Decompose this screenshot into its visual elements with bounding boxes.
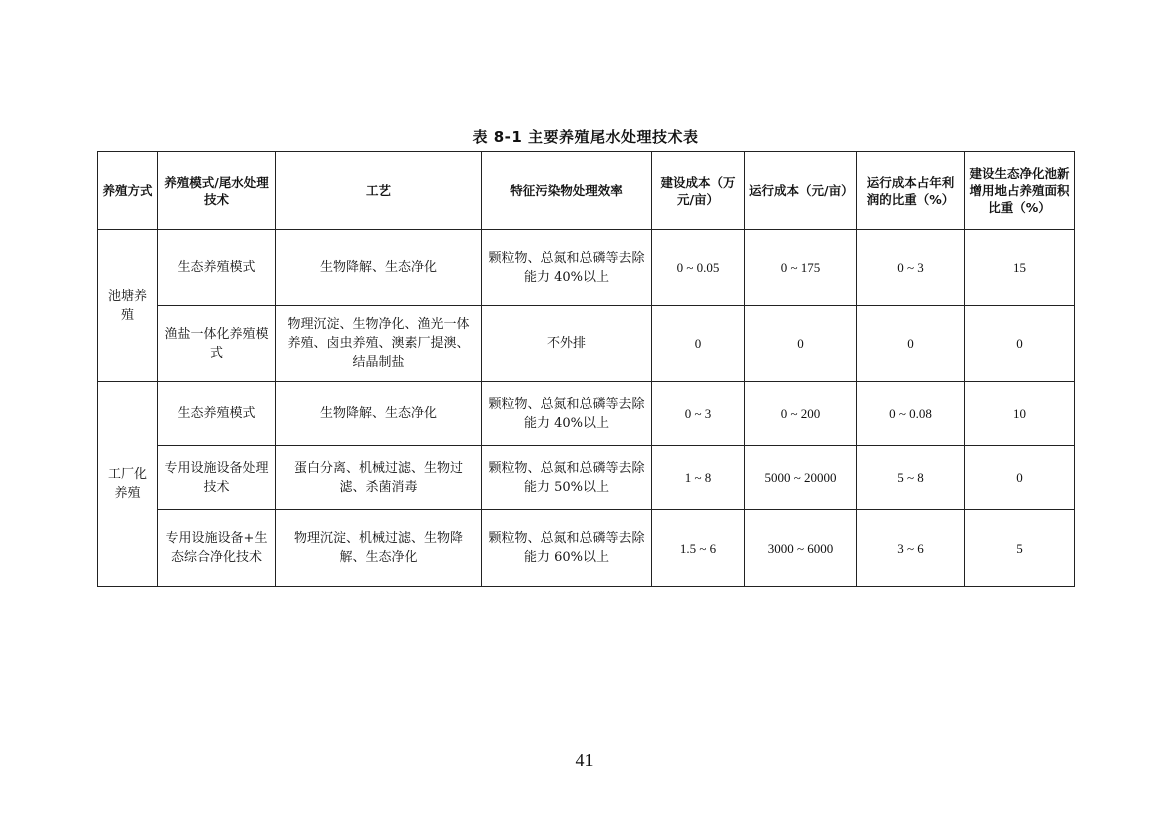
cell-process: 物理沉淀、生物净化、渔光一体养殖、卤虫养殖、澳素厂提澳、结晶制盐 (276, 306, 482, 382)
table-row (98, 230, 1075, 306)
page-number: 41 (575, 750, 594, 770)
cell-run-cost: 0 (745, 306, 857, 382)
table-header-row (98, 152, 1075, 230)
header-efficiency: 特征污染物处理效率 (482, 152, 652, 230)
treatment-technology-table (97, 151, 1075, 587)
cell-efficiency: 不外排 (482, 306, 652, 382)
cell-land-ratio: 0 (965, 306, 1075, 382)
cell-run-cost: 0 ~ 200 (745, 382, 857, 446)
table-row (98, 510, 1075, 587)
table-row (98, 382, 1075, 446)
cell-mode: 渔盐一体化养殖模式 (158, 306, 276, 382)
cell-land-ratio: 5 (965, 510, 1075, 587)
cell-land-ratio: 15 (965, 230, 1075, 306)
cell-mode: 专用设施设备处理技术 (158, 446, 276, 510)
header-farming-mode: 养殖模式/尾水处理技术 (158, 152, 276, 230)
cell-profit-ratio: 5 ~ 8 (857, 446, 965, 510)
table-row (98, 446, 1075, 510)
header-farming-method: 养殖方式 (98, 152, 158, 230)
cell-build-cost: 1.5 ~ 6 (652, 510, 745, 587)
cell-profit-ratio: 0 ~ 0.08 (857, 382, 965, 446)
cell-mode: 生态养殖模式 (158, 382, 276, 446)
cell-process: 蛋白分离、机械过滤、生物过滤、杀菌消毒 (276, 446, 482, 510)
cell-mode: 专用设施设备+生态综合净化技术 (158, 510, 276, 587)
cell-run-cost: 5000 ~ 20000 (745, 446, 857, 510)
table-caption: 表 8-1 主要养殖尾水处理技术表 (472, 128, 699, 146)
cell-efficiency: 颗粒物、总氮和总磷等去除能力 50%以上 (482, 446, 652, 510)
cell-build-cost: 0 ~ 0.05 (652, 230, 745, 306)
cell-land-ratio: 0 (965, 446, 1075, 510)
header-run-cost: 运行成本（元/亩） (745, 152, 857, 230)
header-build-cost: 建设成本（万元/亩） (652, 152, 745, 230)
header-process: 工艺 (276, 152, 482, 230)
cell-run-cost: 0 ~ 175 (745, 230, 857, 306)
header-land-ratio: 建设生态净化池新增用地占养殖面积比重（%） (965, 152, 1075, 230)
cell-efficiency: 颗粒物、总氮和总磷等去除能力 40%以上 (482, 230, 652, 306)
cell-build-cost: 0 ~ 3 (652, 382, 745, 446)
group-label-factory: 工厂化养殖 (98, 382, 158, 587)
group-label-pond: 池塘养殖 (98, 230, 158, 382)
cell-land-ratio: 10 (965, 382, 1075, 446)
table-row (98, 306, 1075, 382)
header-profit-ratio: 运行成本占年利润的比重（%） (857, 152, 965, 230)
cell-mode: 生态养殖模式 (158, 230, 276, 306)
cell-process: 物理沉淀、机械过滤、生物降解、生态净化 (276, 510, 482, 587)
cell-process: 生物降解、生态净化 (276, 230, 482, 306)
cell-profit-ratio: 0 ~ 3 (857, 230, 965, 306)
cell-profit-ratio: 0 (857, 306, 965, 382)
cell-profit-ratio: 3 ~ 6 (857, 510, 965, 587)
cell-efficiency: 颗粒物、总氮和总磷等去除能力 40%以上 (482, 382, 652, 446)
cell-build-cost: 1 ~ 8 (652, 446, 745, 510)
cell-efficiency: 颗粒物、总氮和总磷等去除能力 60%以上 (482, 510, 652, 587)
cell-process: 生物降解、生态净化 (276, 382, 482, 446)
cell-run-cost: 3000 ~ 6000 (745, 510, 857, 587)
cell-build-cost: 0 (652, 306, 745, 382)
